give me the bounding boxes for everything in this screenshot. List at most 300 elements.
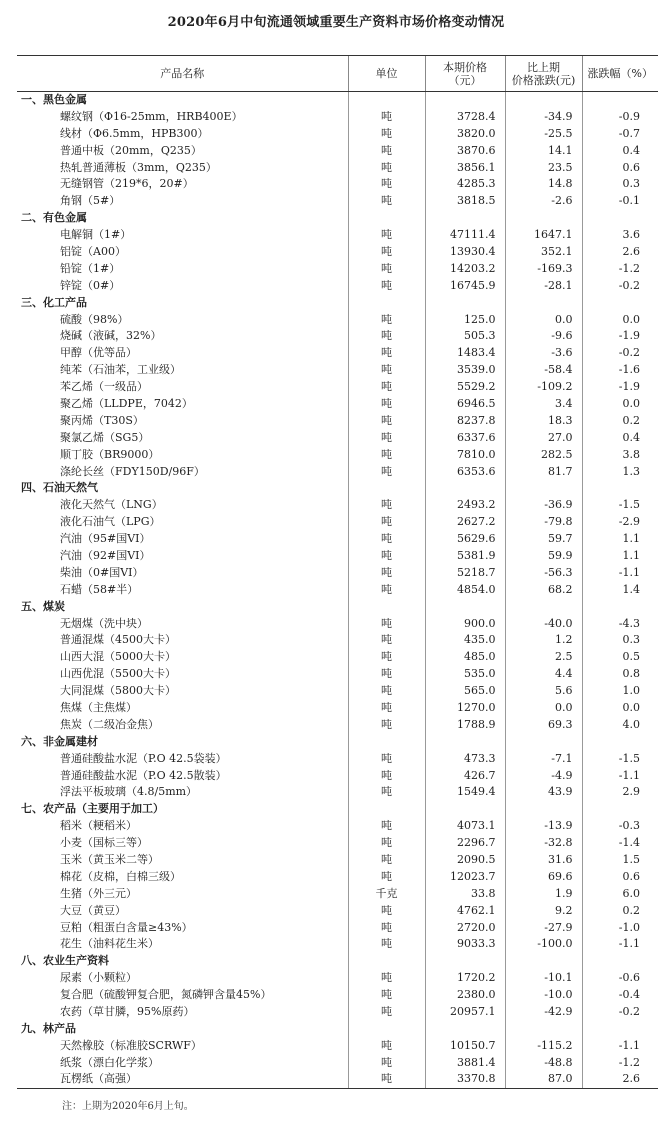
cell-percent: 0.0 [582,311,658,328]
table-row [17,260,658,277]
cell-change: 14.8 [505,176,582,193]
cell-change: -100.0 [505,936,582,953]
cell-product-name: 复合肥（硫酸钾复合肥，氮磷钾含量45%） [60,988,272,1002]
table-row [17,176,658,193]
category-row [17,294,658,311]
table-row [17,227,658,244]
cell-percent: -4.3 [582,615,658,632]
table-row [17,818,658,835]
cell-percent: 0.2 [582,902,658,919]
cell-unit: 吨 [348,379,425,396]
header-price-line2: （元） [448,73,482,87]
table-row [17,362,658,379]
cell-percent: 0.0 [582,396,658,413]
cell-unit: 吨 [348,1054,425,1071]
cell-percent: 0.6 [582,159,658,176]
cell-price: 435.0 [425,632,505,649]
cell-change: -3.6 [505,345,582,362]
table-row [17,767,658,784]
cell-change: 87.0 [505,1071,582,1088]
cell-change: 1647.1 [505,227,582,244]
cell-price: 565.0 [425,683,505,700]
cell-unit [348,480,425,497]
table-row [17,919,658,936]
cell-product-name: 热轧普通薄板（3mm，Q235） [60,160,217,174]
cell-price: 4854.0 [425,581,505,598]
cell-unit: 吨 [348,767,425,784]
cell-percent: 4.0 [582,716,658,733]
cell-product-name: 锌锭（0#） [60,278,121,292]
cell-unit: 吨 [348,835,425,852]
cell-price: 3818.5 [425,193,505,210]
cell-unit: 吨 [348,227,425,244]
cell-change: 68.2 [505,581,582,598]
cell-price: 12023.7 [425,868,505,885]
cell-change: 14.1 [505,142,582,159]
table-row [17,649,658,666]
cell-percent: 2.9 [582,784,658,801]
table-row [17,902,658,919]
cell-price: 1788.9 [425,716,505,733]
cell-percent: 0.2 [582,412,658,429]
cell-price [425,294,505,311]
cell-price: 1483.4 [425,345,505,362]
cell-change: -10.1 [505,970,582,987]
cell-product-name: 硫酸（98%） [60,312,129,326]
cell-percent [582,92,658,109]
table-row [17,548,658,565]
cell-product-name: 玉米（黄玉米二等） [60,853,159,867]
cell-percent: -1.5 [582,750,658,767]
cell-percent [582,733,658,750]
cell-price: 13930.4 [425,244,505,261]
table-row [17,936,658,953]
cell-percent: 0.3 [582,632,658,649]
cell-unit [348,1020,425,1037]
cell-product-name: 甲醇（优等品） [60,346,137,360]
cell-product-name: 生猪（外三元） [60,886,137,900]
table-row [17,159,658,176]
cell-change: -2.6 [505,193,582,210]
cell-price: 2090.5 [425,852,505,869]
table-row [17,514,658,531]
cell-price: 16745.9 [425,277,505,294]
table-row [17,868,658,885]
cell-percent: 0.8 [582,666,658,683]
table-row [17,885,658,902]
cell-percent: -0.3 [582,818,658,835]
cell-change: -9.6 [505,328,582,345]
cell-change: 69.6 [505,868,582,885]
table-row [17,379,658,396]
cell-product-name: 铅锭（1#） [60,261,121,275]
cell-percent: -1.1 [582,564,658,581]
cell-product-name: 棉花（皮棉，白棉三级） [60,869,181,883]
category-row [17,92,658,109]
cell-product-name: 烧碱（液碱，32%） [60,329,162,343]
table-row [17,396,658,413]
cell-product-name: 山西优混（5500大卡） [60,667,176,681]
cell-product-name: 聚乙烯（LLDPE，7042） [60,396,193,410]
cell-percent [582,210,658,227]
cell-price [425,1020,505,1037]
cell-change: 0.0 [505,311,582,328]
cell-unit: 吨 [348,244,425,261]
table-row [17,970,658,987]
cell-change: -58.4 [505,362,582,379]
cell-price [425,953,505,970]
header-change [505,56,582,92]
cell-unit: 吨 [348,868,425,885]
cell-percent: 0.4 [582,429,658,446]
cell-unit: 吨 [348,716,425,733]
cell-unit: 吨 [348,176,425,193]
cell-unit: 吨 [348,750,425,767]
cell-product-name: 无烟煤（洗中块） [60,616,148,630]
cell-unit: 吨 [348,531,425,548]
cell-unit: 吨 [348,514,425,531]
category-label: 八、农业生产资料 [21,954,109,968]
table-row [17,345,658,362]
cell-price: 1270.0 [425,700,505,717]
cell-price: 5629.6 [425,531,505,548]
cell-change: 0.0 [505,700,582,717]
cell-percent: 2.6 [582,1071,658,1088]
cell-change [505,294,582,311]
cell-product-name: 铝锭（A00） [60,244,126,258]
cell-price: 505.3 [425,328,505,345]
cell-percent: -1.4 [582,835,658,852]
category-row [17,598,658,615]
cell-change: 59.9 [505,548,582,565]
cell-percent: 6.0 [582,885,658,902]
cell-price: 2296.7 [425,835,505,852]
cell-unit: 吨 [348,564,425,581]
cell-unit: 吨 [348,1037,425,1054]
table-row [17,683,658,700]
cell-price: 2493.2 [425,497,505,514]
cell-percent [582,953,658,970]
cell-unit: 吨 [348,1071,425,1088]
cell-price: 900.0 [425,615,505,632]
cell-price [425,801,505,818]
cell-unit: 吨 [348,666,425,683]
cell-unit: 吨 [348,159,425,176]
cell-unit: 吨 [348,700,425,717]
cell-change: 43.9 [505,784,582,801]
cell-price: 47111.4 [425,227,505,244]
category-row [17,801,658,818]
cell-change: -32.8 [505,835,582,852]
cell-unit: 吨 [348,649,425,666]
cell-unit: 吨 [348,1004,425,1021]
cell-price [425,598,505,615]
table-row [17,412,658,429]
table-row [17,750,658,767]
cell-product-name: 无缝钢管（219*6，20#） [60,177,194,191]
cell-change: 31.6 [505,852,582,869]
cell-price [425,92,505,109]
category-row [17,733,658,750]
cell-unit: 吨 [348,429,425,446]
cell-product-name: 焦炭（二级冶金焦） [60,717,159,731]
cell-price: 9033.3 [425,936,505,953]
cell-price: 5529.2 [425,379,505,396]
cell-product-name: 焦煤（主焦煤） [60,701,137,714]
cell-change: -36.9 [505,497,582,514]
cell-product-name: 尿素（小颗粒） [60,971,137,985]
cell-product-name: 汽油（95#国VI） [60,532,151,546]
cell-price: 2720.0 [425,919,505,936]
cell-percent [582,801,658,818]
cell-price: 20957.1 [425,1004,505,1021]
cell-percent: 1.5 [582,852,658,869]
cell-change: 2.5 [505,649,582,666]
cell-product-name: 纯苯（石油苯，工业级） [60,363,181,377]
table-row [17,987,658,1004]
cell-price: 4285.3 [425,176,505,193]
cell-product-name: 稻米（粳稻米） [60,819,137,833]
cell-percent: -0.2 [582,1004,658,1021]
table-row [17,244,658,261]
cell-product-name: 豆粕（粗蛋白含量≥43%） [60,920,193,934]
cell-change: -115.2 [505,1037,582,1054]
cell-percent: 0.6 [582,868,658,885]
cell-unit: 吨 [348,260,425,277]
cell-percent: -1.9 [582,328,658,345]
table-row [17,1071,658,1088]
table-row [17,446,658,463]
cell-price: 3870.6 [425,142,505,159]
table-header-row [17,56,658,92]
table-row [17,125,658,142]
cell-price: 426.7 [425,767,505,784]
cell-unit: 吨 [348,142,425,159]
table-row [17,564,658,581]
cell-change [505,1020,582,1037]
category-row [17,480,658,497]
cell-percent: 1.1 [582,548,658,565]
cell-product-name: 普通硅酸盐水泥（P.O 42.5袋装） [60,751,227,765]
table-body [17,92,658,1089]
cell-product-name: 花生（油料花生米） [60,937,159,951]
cell-unit: 吨 [348,902,425,919]
cell-unit [348,210,425,227]
cell-percent: -0.4 [582,987,658,1004]
table-row [17,716,658,733]
table-row [17,328,658,345]
cell-percent: -0.9 [582,108,658,125]
cell-unit [348,598,425,615]
table-row [17,1037,658,1054]
cell-unit: 吨 [348,446,425,463]
cell-unit: 吨 [348,784,425,801]
cell-price: 14203.2 [425,260,505,277]
cell-product-name: 农药（草甘膦，95%原药） [60,1005,195,1019]
table-row [17,784,658,801]
table-row [17,835,658,852]
header-price [425,56,505,92]
category-label: 九、林产品 [21,1021,76,1035]
cell-percent: -0.7 [582,125,658,142]
cell-product-name: 大同混煤（5800大卡） [60,684,176,698]
cell-change: 1.9 [505,885,582,902]
cell-price: 485.0 [425,649,505,666]
cell-change: -56.3 [505,564,582,581]
cell-product-name: 天然橡胶（标准胶SCRWF） [60,1038,202,1052]
page-title: 2020年6月中旬流通领域重要生产资料市场价格变动情况 [167,15,505,30]
cell-product-name: 普通混煤（4500大卡） [60,633,176,647]
table-row [17,311,658,328]
cell-unit: 吨 [348,108,425,125]
cell-unit: 吨 [348,970,425,987]
cell-unit: 吨 [348,818,425,835]
cell-change [505,733,582,750]
header-change-line2: 价格涨跌(元) [511,73,576,87]
header-price-line1: 本期价格 [443,60,487,74]
cell-change: -169.3 [505,260,582,277]
cell-product-name: 苯乙烯（一级品） [60,380,148,394]
cell-unit: 吨 [348,852,425,869]
cell-percent: 3.8 [582,446,658,463]
cell-product-name: 浮法平板玻璃（4.8/5mm） [60,785,198,799]
cell-price [425,733,505,750]
category-label: 四、石油天然气 [21,481,98,495]
cell-product-name: 汽油（92#国VI） [60,548,151,562]
cell-change: 59.7 [505,531,582,548]
cell-price [425,210,505,227]
cell-price: 8237.8 [425,412,505,429]
cell-percent: 0.3 [582,176,658,193]
cell-change [505,210,582,227]
category-label: 三、化工产品 [21,295,87,309]
cell-change: -27.9 [505,919,582,936]
cell-percent: 3.6 [582,227,658,244]
cell-change: -40.0 [505,615,582,632]
category-label: 七、农产品（主要用于加工） [21,802,164,816]
table-row [17,429,658,446]
header-change-line1: 比上期 [527,60,560,74]
cell-price: 10150.7 [425,1037,505,1054]
header-product-name: 产品名称 [17,56,348,92]
cell-price: 2380.0 [425,987,505,1004]
cell-percent: -1.2 [582,1054,658,1071]
cell-product-name: 普通硅酸盐水泥（P.O 42.5散装） [60,768,227,782]
cell-percent: -0.1 [582,193,658,210]
cell-percent: 0.4 [582,142,658,159]
cell-price: 4073.1 [425,818,505,835]
cell-price: 473.3 [425,750,505,767]
cell-change: -25.5 [505,125,582,142]
cell-percent: 0.0 [582,700,658,717]
cell-unit: 吨 [348,683,425,700]
cell-price: 6337.6 [425,429,505,446]
cell-unit [348,92,425,109]
cell-price: 3370.8 [425,1071,505,1088]
cell-product-name: 石蜡（58#半） [60,582,139,596]
cell-change: -79.8 [505,514,582,531]
cell-percent [582,294,658,311]
cell-unit: 吨 [348,396,425,413]
table-row [17,142,658,159]
cell-unit: 吨 [348,345,425,362]
header-unit: 单位 [348,56,425,92]
cell-product-name: 纸浆（漂白化学浆） [60,1055,159,1069]
cell-change: -13.9 [505,818,582,835]
cell-price: 33.8 [425,885,505,902]
footnote: 注：上期为2020年6月上旬。 [62,1101,194,1112]
cell-product-name: 柴油（0#国VI） [60,565,144,579]
cell-unit: 吨 [348,581,425,598]
cell-price: 1720.2 [425,970,505,987]
cell-price: 6353.6 [425,463,505,480]
cell-percent: -1.1 [582,936,658,953]
cell-product-name: 液化天然气（LNG） [60,498,163,512]
cell-percent: -0.2 [582,277,658,294]
cell-unit [348,953,425,970]
cell-percent [582,598,658,615]
cell-product-name: 山西大混（5000大卡） [60,650,176,664]
category-label: 二、有色金属 [21,211,87,225]
cell-change [505,801,582,818]
cell-change: -48.8 [505,1054,582,1071]
cell-price: 3856.1 [425,159,505,176]
price-table [17,55,658,1089]
cell-percent: -1.0 [582,919,658,936]
cell-percent: -1.6 [582,362,658,379]
cell-price: 5381.9 [425,548,505,565]
cell-product-name: 大豆（黄豆） [60,903,126,917]
cell-change: 81.7 [505,463,582,480]
cell-unit [348,733,425,750]
cell-percent: -1.2 [582,260,658,277]
cell-unit: 吨 [348,412,425,429]
cell-product-name: 顺丁胶（BR9000） [60,447,160,461]
cell-product-name: 线材（Φ6.5mm，HPB300） [60,126,209,140]
cell-percent [582,1020,658,1037]
cell-unit: 吨 [348,987,425,1004]
category-row [17,210,658,227]
table-row [17,277,658,294]
cell-unit: 吨 [348,125,425,142]
cell-percent: -0.6 [582,970,658,987]
cell-change: 9.2 [505,902,582,919]
cell-product-name: 涤纶长丝（FDY150D/96F） [60,464,205,478]
cell-percent: -1.5 [582,497,658,514]
cell-price: 125.0 [425,311,505,328]
cell-product-name: 螺纹钢（Φ16-25mm，HRB400E） [60,109,243,123]
cell-price: 3820.0 [425,125,505,142]
cell-percent [582,480,658,497]
cell-change: 27.0 [505,429,582,446]
cell-unit [348,294,425,311]
cell-product-name: 聚氯乙烯（SG5） [60,430,150,444]
header-percent: 涨跌幅（%） [582,56,658,92]
cell-price: 2627.2 [425,514,505,531]
cell-product-name: 电解铜（1#） [60,228,132,242]
cell-change: 282.5 [505,446,582,463]
cell-unit: 吨 [348,615,425,632]
cell-price: 4762.1 [425,902,505,919]
cell-change [505,92,582,109]
cell-change: -28.1 [505,277,582,294]
cell-change: 3.4 [505,396,582,413]
cell-change: 1.2 [505,632,582,649]
cell-unit: 吨 [348,463,425,480]
cell-change: -4.9 [505,767,582,784]
cell-unit: 吨 [348,193,425,210]
cell-percent: 1.4 [582,581,658,598]
